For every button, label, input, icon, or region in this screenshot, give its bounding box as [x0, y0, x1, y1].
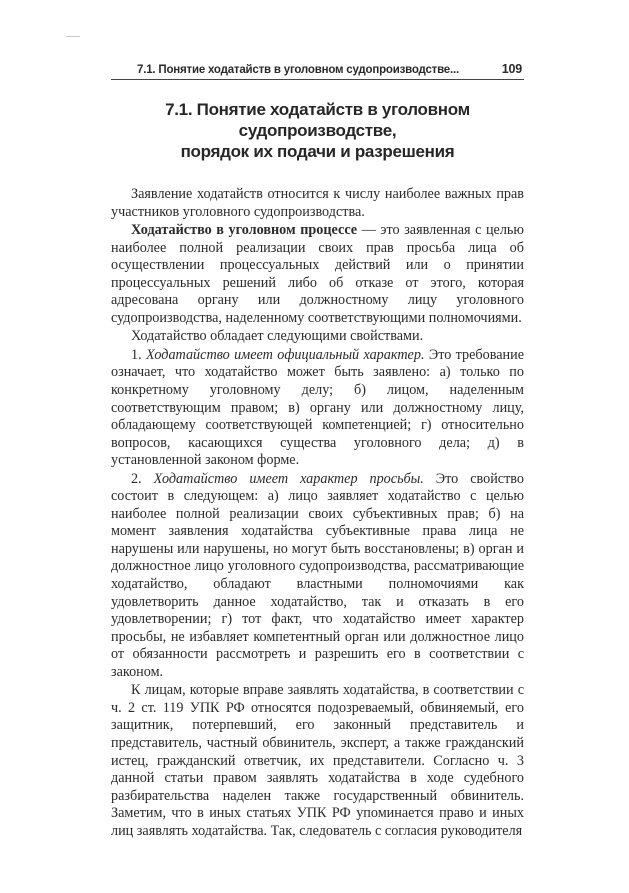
definition-text: — это заявленная с целью наиболее полной реализации своих прав просьба лица об осуществлении процессуальных действий или о принятии процессуальных решений либо об отказе от этого, которая адресована органу или должностному лицу уголовного судопроизводства, наделенному соответствующими полномочиями. [111, 222, 524, 326]
paragraph-1: Заявление ходатайств относится к числу наиболее важных прав участников уголовного судопроизводства. [111, 186, 524, 220]
paragraph-4-property-1 [111, 347, 524, 470]
running-header [111, 62, 524, 80]
book-page [111, 62, 524, 840]
property-2-text: Это свойство состоит в следующем: а) лицо заявляет ходатайство с целью наиболее полной реализации своих субъективных прав; б) на момент заявления ходатайства субъективные права лица не нарушены или нарушены, но могут быть восстановлены; в) орган и должностное лицо уголовного судопроизводства, рассматривающие ходатайство, обладают властными полномочиями как удовлетворить данное ходатайство, так и отказать в его удовлетворении; г) тот факт, что ходатайство имеет характер просьбы, не избавляет компетентный орган или должностное лицо от обязанности рассмотреть и разрешить его в соответствии с законом. [111, 470, 524, 680]
section-heading [111, 99, 524, 162]
paragraph-6: К лицам, которые вправе заявлять ходатайства, в соответствии с ч. 2 ст. 119 УПК РФ относятся подозреваемый, обвиняемый, его защитник, потерпевший, его законный представитель и представитель, частный обвинитель, эксперт, а также гражданский истец, гражданский ответчик, их представители. Согласно ч. 3 данной статьи правом заявлять ходатайства в ходе судебного разбирательства наделен также государственный обвинитель. Заметим, что в иных статьях УПК РФ упоминается право и иных лиц заявлять ходатайства. Так, следователь с согласия руководителя [111, 682, 524, 839]
running-title: 7.1. Понятие ходатайств в уголовном судопроизводстве... [137, 64, 459, 76]
section-heading-line-1: 7.1. Понятие ходатайств в уголовном судопроизводстве, [165, 100, 470, 140]
scan-artifact-mark [66, 36, 80, 37]
body-text [111, 186, 524, 840]
page-number: 109 [501, 62, 522, 76]
property-2-title: Ходатайство имеет характер просьбы. [153, 470, 424, 487]
paragraph-3: Ходатайство обладает следующими свойствами. [131, 328, 424, 345]
property-1-title: Ходатайство имеет официальный характер. [145, 346, 425, 363]
section-heading-line-2: порядок их подачи и разрешения [180, 142, 455, 161]
property-1-number: 1. [131, 346, 146, 363]
paragraph-2-definition [111, 222, 524, 327]
defined-term: Ходатайство в уголовном процессе [131, 222, 358, 239]
paragraph-5-property-2 [111, 471, 524, 682]
property-1-text: Это требование означает, что ходатайство может быть заявлено: а) только по конкретному уголовному делу; б) лицом, наделенным соответствующим правом; в) органу или должностному лицу, обладающему соответствующей компетенцией; г) относительно вопросов, касающихся существа уголовного дела; д) в установленной законом форме. [111, 346, 525, 469]
property-2-number: 2. [131, 470, 154, 487]
